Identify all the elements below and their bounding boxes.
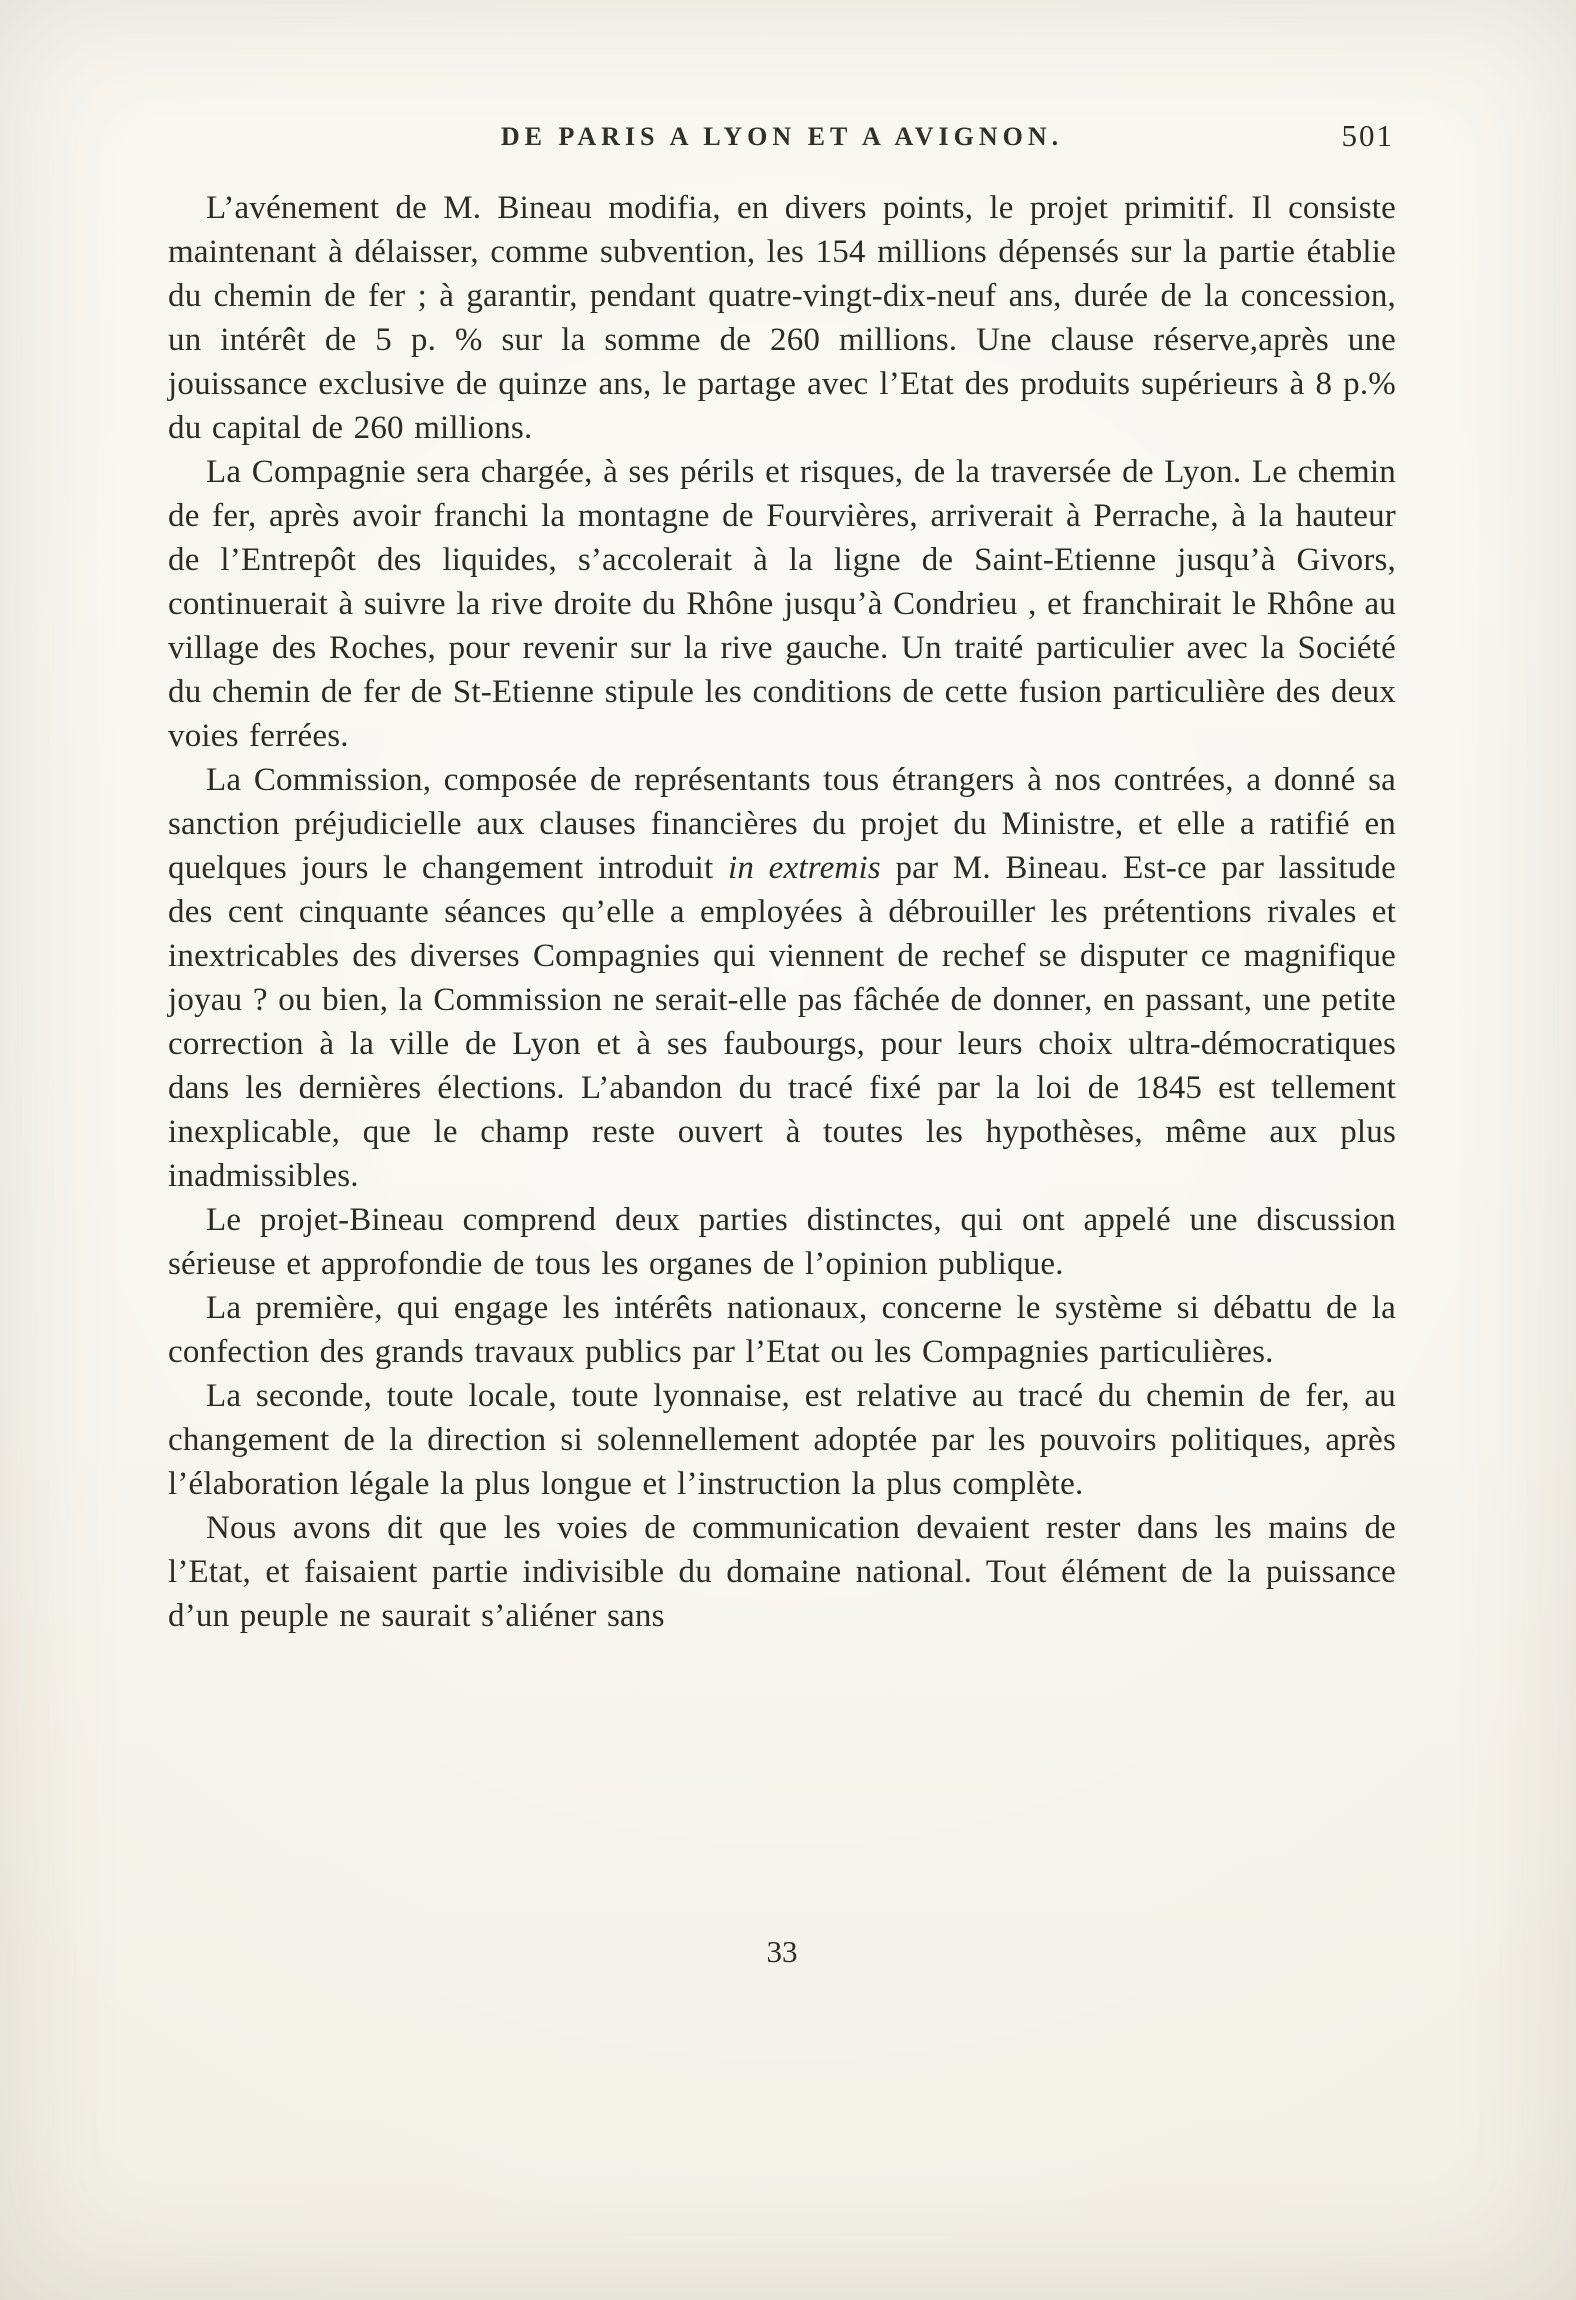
running-header-title: DE PARIS A LYON ET A AVIGNON. [500,122,1064,151]
paragraph: La première, qui engage les intérêts nationaux, concerne le système si débattu de la confection des grands travaux publics par l’Etat ou les Compagnies particulières. [168,1290,1396,1370]
page-number-top: 501 [1341,118,1394,153]
paragraph: La Commission, composée de représentants tous étrangers à nos contrées, a donné sa sanction préjudicielle aux clauses financières du projet du Ministre, et elle a ratifié en quelques jours le changement introduit in extremis par M. Bineau. Est-ce par lassitude des cent cinquante séances qu’elle a employées à débrouiller les prétentions rivales et inextricables des diverses Compagnies qui viennent de rechef se disputer ce magnifique joyau ? ou bien, la Commission ne serait-elle pas fâchée de donner, en passant, une petite correction à la ville de Lyon et à ses faubourgs, pour leurs choix ultra-démocratiques dans les dernières élections. L’abandon du tracé fixé par la loi de 1845 est tellement inexplicable, que le champ reste ouvert à toutes les hypothèses, même aux plus inadmissibles. [168,762,1396,1194]
running-header [168,118,1396,186]
paragraph: Nous avons dit que les voies de communication devaient rester dans les mains de l’Etat, et faisaient partie indivisible du domaine national. Tout élément de la puissance d’un peuple ne saurait s’aliéner sans [168,1510,1396,1634]
paragraph: La seconde, toute locale, toute lyonnaise, est relative au tracé du chemin de fer, au changement de la direction si solennellement adoptée par les pouvoirs politiques, après l’élaboration légale la plus longue et l’instruction la plus complète. [168,1378,1396,1502]
text-column [168,118,1396,1638]
paragraph: La Compagnie sera chargée, à ses périls et risques, de la traversée de Lyon. Le chemin de fer, après avoir franchi la montagne de Fourvières, arriverait à Perrache, à la hauteur de l’Entrepôt des liquides, s’accolerait à la ligne de Saint-Etienne jusqu’à Givors, continuerait à suivre la rive droite du Rhône jusqu’à Condrieu , et franchirait le Rhône au village des Roches, pour revenir sur la rive gauche. Un traité particulier avec la Société du chemin de fer de St-Etienne stipule les conditions de cette fusion particulière des deux voies ferrées. [168,454,1396,754]
paragraph: Le projet-Bineau comprend deux parties distinctes, qui ont appelé une discussion sérieuse et approfondie de tous les organes de l’opinion publique. [168,1202,1396,1282]
signature-number: 33 [766,1934,798,1969]
paragraph: L’avénement de M. Bineau modifia, en divers points, le projet primitif. Il consiste maintenant à délaisser, comme subvention, les 154 millions dépensés sur la partie établie du chemin de fer ; à garantir, pendant quatre-vingt-dix-neuf ans, durée de la concession, un intérêt de 5 p. % sur la somme de 260 millions. Une clause réserve,après une jouissance exclusive de quinze ans, le partage avec l’Etat des produits supérieurs à 8 p.% du capital de 260 millions. [168,190,1396,446]
page-body [168,186,1396,1638]
